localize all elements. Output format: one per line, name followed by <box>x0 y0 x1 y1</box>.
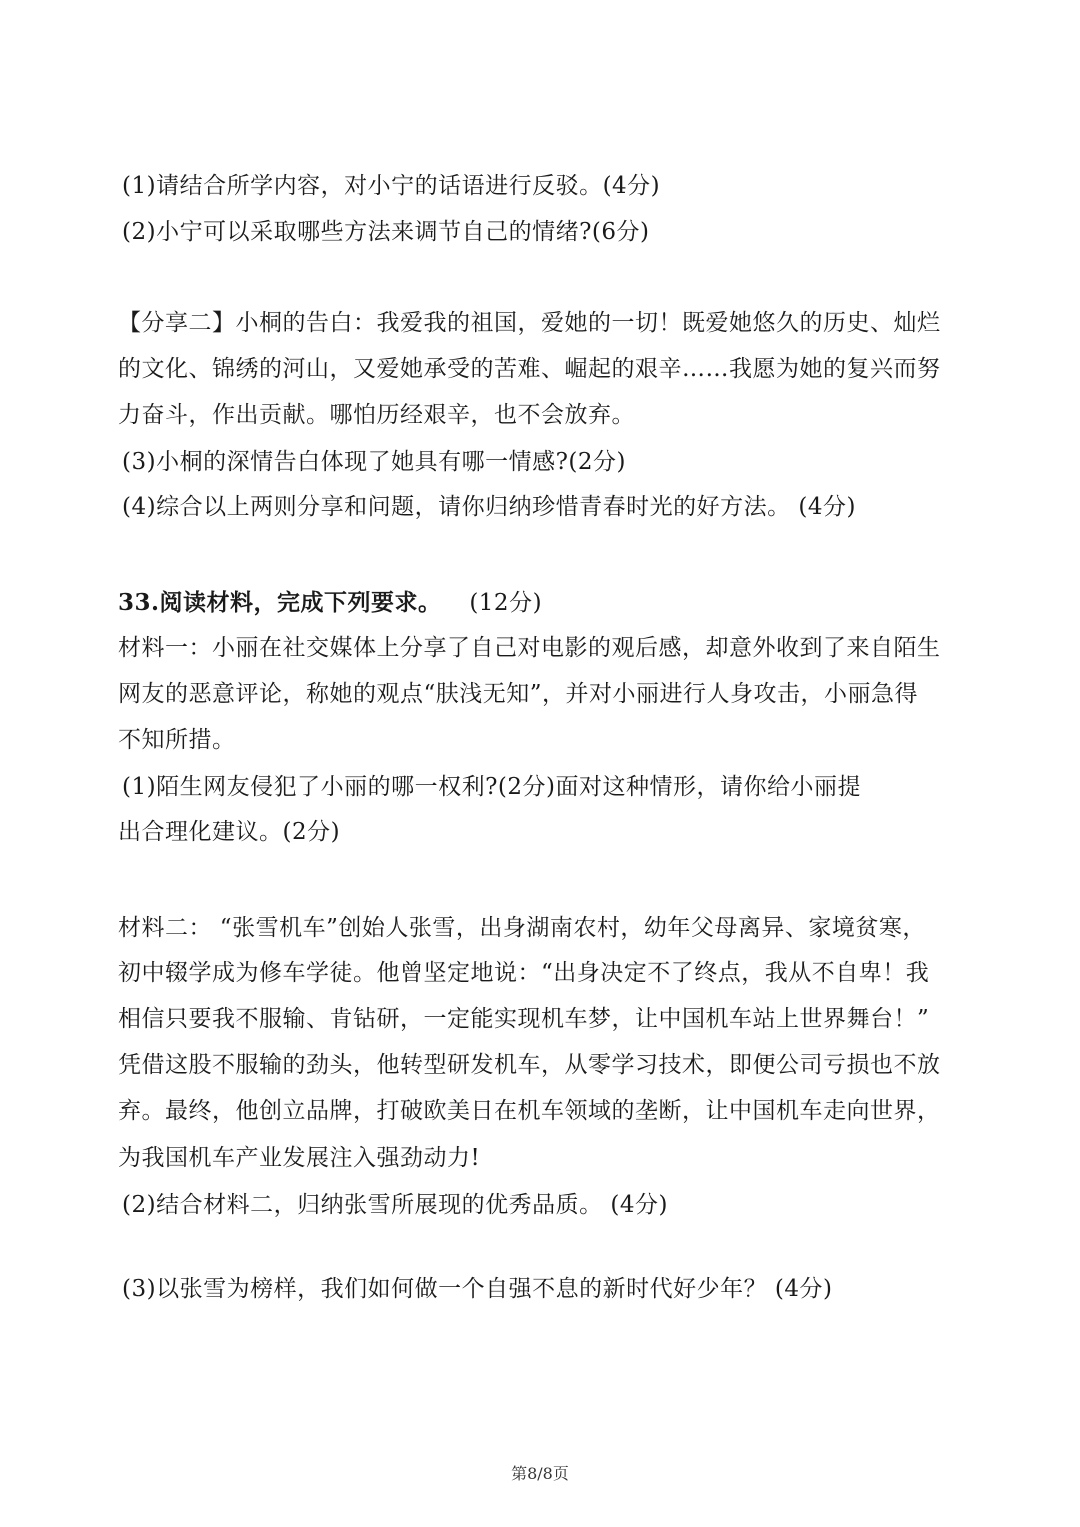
question-33-heading <box>118 587 542 619</box>
question-33-q1-line-2: 出合理化建议。(2分) <box>118 819 341 845</box>
material2-line-4: 凭借这股不服输的劲头，他转型研发机车，从零学习技术，即便公司亏损也不放 <box>118 1052 941 1078</box>
material2-line-1: 材料二： “张雪机车”创始人张雪，出身湖南农村，幼年父母离异、家境贫寒， <box>118 915 926 941</box>
material2-line-6: 为我国机车产业发展注入强劲动力! <box>118 1145 481 1171</box>
question-33-title: 33.阅读材料，完成下列要求。 <box>118 589 442 616</box>
question-share2-q3: (3)小桐的深情告白体现了她具有哪一情感?(2分) <box>122 449 626 475</box>
material2-line-5: 弃。最终，他创立品牌，打破欧美日在机车领域的垄断，让中国机车走向世界， <box>118 1098 941 1124</box>
material1-line-2: 网友的恶意评论，称她的观点“肤浅无知”，并对小丽进行人身攻击，小丽急得 <box>118 681 919 707</box>
material2-line-2: 初中辍学成为修车学徒。他曾坚定地说：“出身决定不了终点，我从不自卑！我 <box>118 960 930 986</box>
question-33-q3: (3)以张雪为榜样，我们如何做一个自强不息的新时代好少年？ (4分) <box>122 1276 833 1302</box>
question-part1-q1: (1)请结合所学内容，对小宁的话语进行反驳。(4分) <box>122 173 661 199</box>
material2-line-3: 相信只要我不服输、肯钻研，一定能实现机车梦，让中国机车站上世界舞台！” <box>118 1006 930 1032</box>
material1-line-3: 不知所措。 <box>118 727 236 753</box>
material1-line-1: 材料一：小丽在社交媒体上分享了自己对电影的观后感，却意外收到了来自陌生 <box>118 635 941 661</box>
question-part1-q2: (2)小宁可以采取哪些方法来调节自己的情绪?(6分) <box>122 219 650 245</box>
question-33-score: (12分) <box>469 590 543 616</box>
share2-line-1: 【分享二】小桐的告白：我爱我的祖国，爱她的一切！既爱她悠久的历史、灿烂 <box>118 310 941 336</box>
question-33-q1-line-1: (1)陌生网友侵犯了小丽的哪一权利?(2分)面对这种情形，请你给小丽提 <box>122 774 861 800</box>
page-number: 第8/8页 <box>511 1464 569 1483</box>
share2-line-3: 力奋斗，作出贡献。哪怕历经艰辛，也不会放弃。 <box>118 402 635 428</box>
question-share2-q4: (4)综合以上两则分享和问题，请你归纳珍惜青春时光的好方法。 (4分) <box>122 494 856 520</box>
share2-line-2: 的文化、锦绣的河山，又爱她承受的苦难、崛起的艰辛……我愿为她的复兴而努 <box>118 356 941 382</box>
question-33-q2: (2)结合材料二，归纳张雪所展现的优秀品质。 (4分) <box>122 1192 668 1218</box>
